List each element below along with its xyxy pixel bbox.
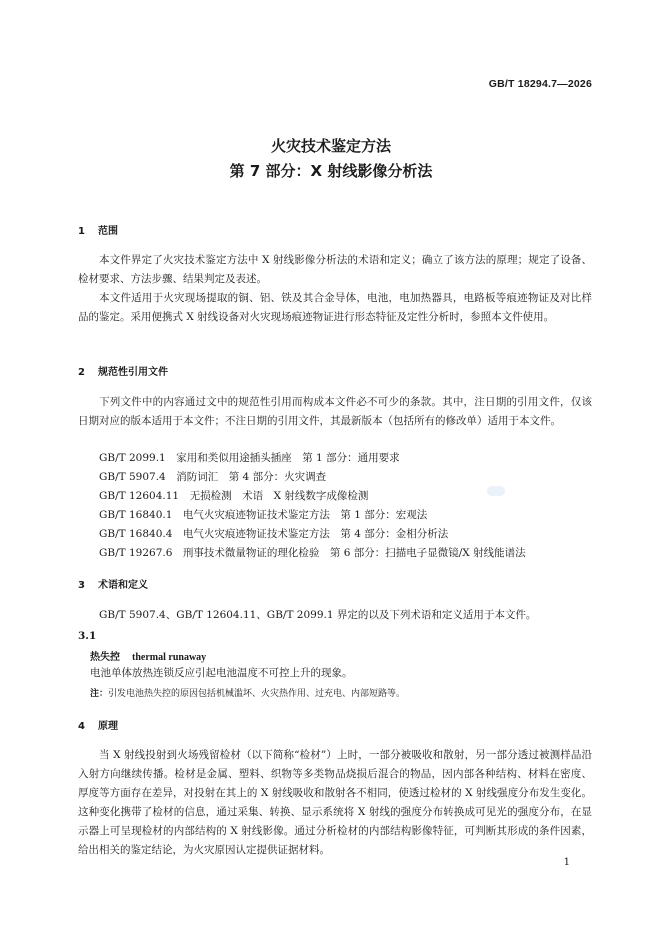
section-heading-normative-references (78, 363, 168, 378)
section-number: 1 (78, 226, 85, 237)
terms-intro-paragraph: GB/T 5907.4、GB/T 12604.11、GB/T 2099.1 界定的以及下列术语和定义适用于本文件。 (99, 609, 537, 621)
standard-number: GB/T 18294.7—2026 (488, 78, 592, 90)
reference-item: GB/T 16840.1 电气火灾痕迹物证技术鉴定方法 第 1 部分：宏观法 (99, 509, 428, 521)
reference-item: GB/T 16840.4 电气火灾痕迹物证技术鉴定方法 第 4 部分：金相分析法 (99, 528, 449, 540)
reference-item: GB/T 2099.1 家用和类似用途插头插座 第 1 部分：通用要求 (99, 452, 400, 464)
scope-paragraph-1: 本文件界定了火灾技术鉴定方法中 X 射线影像分析法的术语和定义；确立了该方法的原理；规定了设备、检材要求、方法步骤、结果判定及表述。 (78, 254, 592, 285)
section-title: 规范性引用文件 (98, 367, 168, 378)
clause-number: 3.1 (78, 630, 97, 642)
references-intro-paragraph: 下列文件中的内容通过文中的规范性引用而构成本文件必不可少的条款。其中，注日期的引用文件，仅该日期对应的版本适用于本文件；不注日期的引用文件，其最新版本（包括所有的修改单）适用于本文件。 (78, 396, 592, 427)
term-note (90, 686, 405, 699)
section-title: 范围 (98, 226, 118, 237)
page-number: 1 (563, 857, 570, 868)
term-chinese: 热失控 (90, 652, 120, 663)
document-title-line1: 火灾技术鉴定方法 (270, 137, 391, 155)
section-title: 术语和定义 (98, 580, 148, 591)
scope-paragraph-2: 本文件适用于火灾现场提取的铜、铝、铁及其合金导体，电池，电加热器具，电路板等痕迹物证及对比样品的鉴定。采用便携式 X 射线设备对火灾现场痕迹物证进行形态特征及定性分析时，参照本文件使用。 (78, 292, 592, 323)
section-number: 3 (78, 580, 85, 591)
reference-item: GB/T 12604.11 无损检测 术语 X 射线数字成像检测 (99, 490, 369, 502)
section-heading-principle (78, 717, 118, 732)
note-label: 注： (90, 689, 109, 699)
reference-item: GB/T 19267.6 刑事技术微量物证的理化检验 第 6 部分：扫描电子显微镜/X 射线能谱法 (99, 547, 526, 559)
section-heading-terms-definitions (78, 576, 148, 591)
document-title-line2: 第 7 部分：X 射线影像分析法 (229, 162, 433, 180)
section-heading-scope (78, 222, 118, 237)
term-entry (90, 648, 206, 663)
term-english: thermal runaway (132, 652, 207, 663)
note-text: 引发电池热失控的原因包括机械滥坏、火灾热作用、过充电、内部短路等。 (108, 689, 406, 699)
reference-item: GB/T 5907.4 消防词汇 第 4 部分：火灾调查 (99, 471, 327, 483)
principle-paragraph: 当 X 射线投射到火场残留检材（以下简称“检材”）上时，一部分被吸收和散射，另一部分透过被测样品沿入射方向继续传播。检材是金属、塑料、织物等多类物品烧损后混合的物品，因内部各种结构、材料在密度、厚度等方面存在差异，对投射在其上的 X 射线吸收和散射各不相同，使透过检材的 X 射线强度分布发生变化。这种变化携带了检材的信息，通过采集、转换、显示系统将 X 射线的强度分布转换成可见光的强度分布，在显示器上可呈现检材的内部结构的 X 射线影像。通过分析检材的内部结构影像特征，可判断其形成的条件因素，给出相关的鉴定结论，为火灾原因认定提供证据材料。 (78, 749, 592, 856)
section-number: 4 (78, 721, 85, 732)
term-definition: 电池单体放热连锁反应引起电池温度不可控上升的现象。 (90, 667, 353, 679)
section-title: 原理 (98, 721, 118, 732)
section-number: 2 (78, 367, 85, 378)
watermark-stamp (487, 486, 505, 496)
